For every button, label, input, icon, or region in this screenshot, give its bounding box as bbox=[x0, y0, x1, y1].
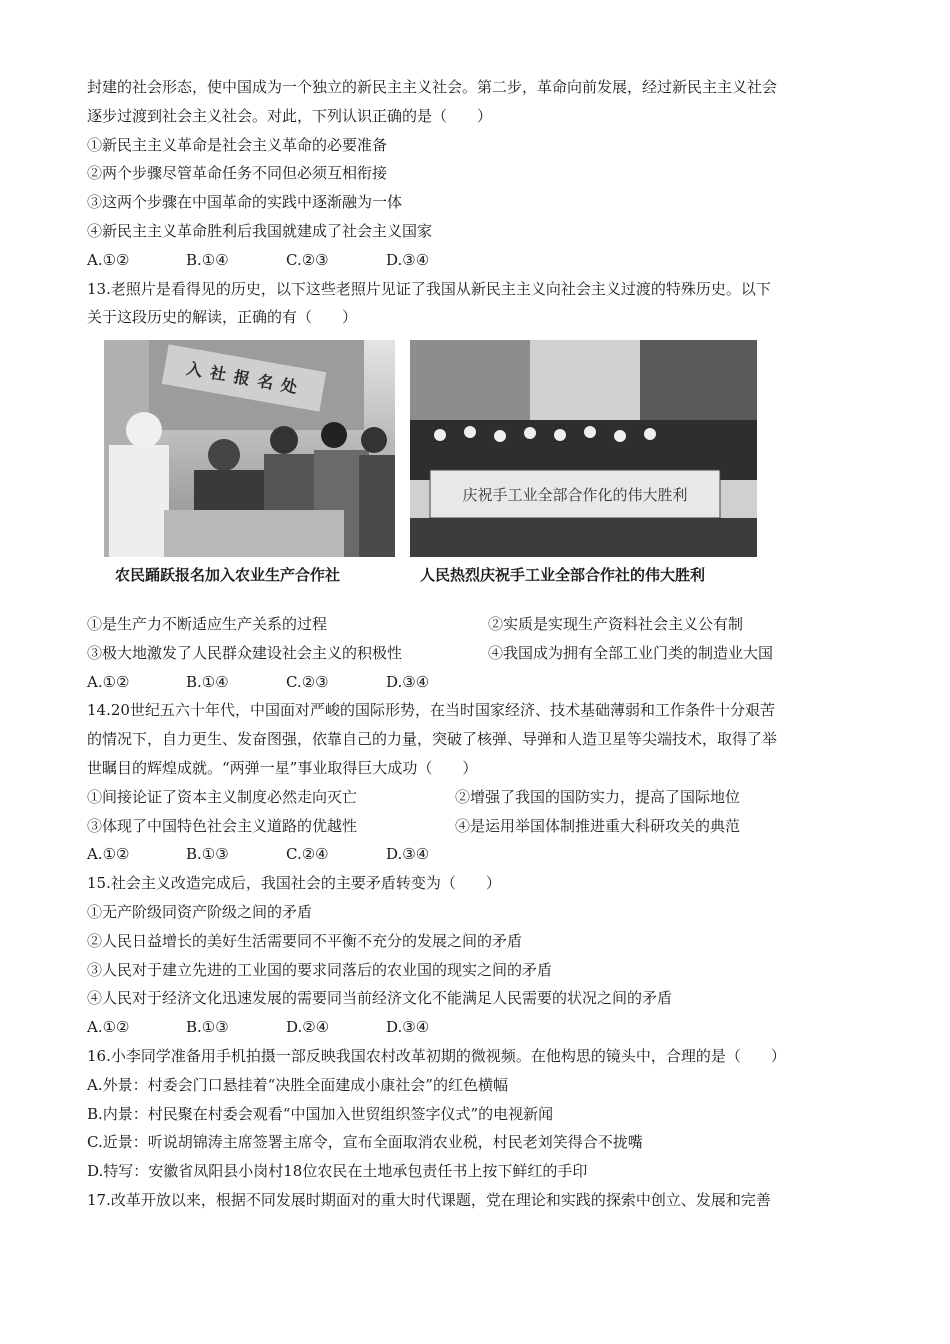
question-stem-line: 世瞩目的辉煌成就。“两弹一星”事业取得巨大成功（ ） bbox=[87, 759, 478, 777]
answer-choice: B.①③ bbox=[186, 845, 229, 864]
statement-item: ①是生产力不断适应生产关系的过程 bbox=[87, 615, 328, 633]
photo-handicraft-image bbox=[410, 340, 757, 557]
question-stem-line: 16.小李同学准备用手机拍摄一部反映我国农村改革初期的微视频。在他构思的镜头中，合理的是（ ） bbox=[87, 1047, 786, 1065]
photo-handicraft-celebration bbox=[410, 340, 757, 557]
photo-caption-1: 农民踊跃报名加入农业生产合作社 bbox=[115, 566, 341, 584]
answer-choice: B.①④ bbox=[186, 250, 229, 269]
question-stem-line: 封建的社会形态，使中国成为一个独立的新民主主义社会。第二步，革命向前发展，经过新民主主义社会 bbox=[87, 78, 778, 96]
answer-choice: A.外景：村委会门口悬挂着“决胜全面建成小康社会”的红色横幅 bbox=[87, 1075, 508, 1094]
statement-item: ②实质是实现生产资料社会主义公有制 bbox=[488, 615, 744, 633]
question-stem-line: 13.老照片是看得见的历史，以下这些老照片见证了我国从新民主主义向社会主义过渡的特殊历史。以下 bbox=[87, 279, 771, 298]
statement-item: ④人民对于经济文化迅速发展的需要同当前经济文化不能满足人民需要的状况之间的矛盾 bbox=[87, 989, 673, 1008]
photo-sign-text: 入社报名处 bbox=[185, 358, 307, 399]
answer-choice: C.②④ bbox=[286, 845, 329, 864]
answer-choice: D.③④ bbox=[386, 672, 430, 691]
answer-choice: D.②④ bbox=[286, 1018, 330, 1037]
question-stem-line: 的情况下，自力更生、发奋图强，依靠自己的力量，突破了核弹、导弹和人造卫星等尖端技术，取得了举 bbox=[87, 730, 778, 749]
statement-item: ③这两个步骤在中国革命的实践中逐渐融为一体 bbox=[87, 193, 403, 212]
statement-item: ④我国成为拥有全部工业门类的制造业大国 bbox=[488, 643, 774, 662]
statement-item: ①新民主主义革命是社会主义革命的必要准备 bbox=[87, 135, 388, 154]
answer-choice: D.特写：安徽省凤阳县小岗村18位农民在土地承包责任书上按下鲜红的手印 bbox=[87, 1162, 588, 1181]
answer-choice: D.③④ bbox=[386, 845, 430, 864]
question-stem-line: 15.社会主义改造完成后，我国社会的主要矛盾转变为（ ） bbox=[87, 874, 501, 893]
answer-choice: A.①② bbox=[87, 672, 130, 691]
statement-item: ②两个步骤尽管革命任务不同但必须互相衔接 bbox=[87, 164, 388, 183]
svg-text:庆祝手工业全部合作化的伟大胜利: 庆祝手工业全部合作化的伟大胜利 bbox=[462, 486, 688, 504]
statement-item: ③人民对于建立先进的工业国的要求同落后的农业国的现实之间的矛盾 bbox=[87, 960, 553, 979]
statement-item: ④是运用举国体制推进重大科研攻关的典范 bbox=[455, 816, 741, 835]
answer-choice: A.①② bbox=[87, 250, 130, 269]
answer-choice: C.近景：听说胡锦涛主席签署主席令，宣布全面取消农业税，村民老刘笑得合不拢嘴 bbox=[87, 1133, 643, 1152]
answer-choice: C.②③ bbox=[286, 672, 329, 691]
answer-choice: A.①② bbox=[87, 1018, 130, 1037]
question-stem-line: 17.改革开放以来，根据不同发展时期面对的重大时代课题，党在理论和实践的探索中创立、发展和完善 bbox=[87, 1191, 771, 1209]
photo-caption-2: 人民热烈庆祝手工业全部合作社的伟大胜利 bbox=[420, 566, 706, 584]
statement-item: ③极大地激发了人民群众建设社会主义的积极性 bbox=[87, 643, 403, 662]
photo-farmers-cooperative bbox=[104, 340, 395, 557]
statement-item: ③体现了中国特色社会主义道路的优越性 bbox=[87, 816, 358, 835]
answer-choice: A.①② bbox=[87, 845, 130, 864]
answer-choice: B.①③ bbox=[186, 1018, 229, 1037]
statement-item: ②人民日益增长的美好生活需要同不平衡不充分的发展之间的矛盾 bbox=[87, 931, 523, 950]
question-stem-line: 关于这段历史的解读，正确的有（ ） bbox=[87, 308, 358, 327]
answer-choice: C.②③ bbox=[286, 250, 329, 269]
statement-item: ②增强了我国的国防实力，提高了国际地位 bbox=[455, 787, 741, 806]
statement-item: ④新民主主义革命胜利后我国就建成了社会主义国家 bbox=[87, 222, 433, 240]
statement-item: ①间接论证了资本主义制度必然走向灭亡 bbox=[87, 787, 358, 806]
statement-item: ①无产阶级同资产阶级之间的矛盾 bbox=[87, 903, 313, 921]
question-stem-line: 14.20世纪五六十年代，中国面对严峻的国际形势，在当时国家经济、技术基础薄弱和工作条件十分艰苦 bbox=[87, 701, 775, 720]
answer-choice: D.③④ bbox=[386, 1018, 430, 1037]
answer-choice: B.①④ bbox=[186, 672, 229, 691]
answer-choice: D.③④ bbox=[386, 250, 430, 269]
answer-choice: B.内景：村民聚在村委会观看“中国加入世贸组织签字仪式”的电视新闻 bbox=[87, 1104, 554, 1123]
question-stem-line: 逐步过渡到社会主义社会。对此，下列认识正确的是（ ） bbox=[87, 106, 493, 125]
